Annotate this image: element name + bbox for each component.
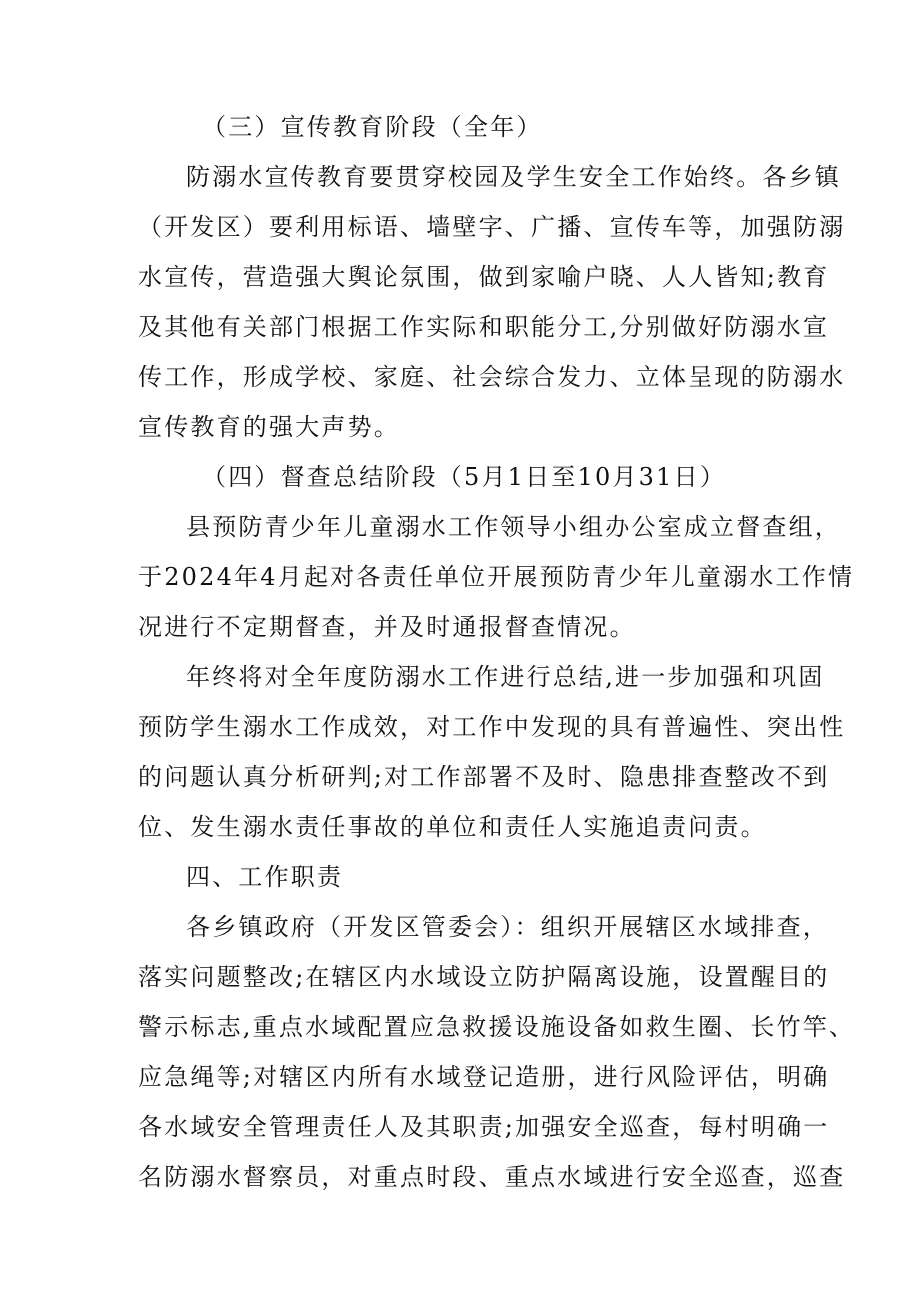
- section-heading-inspection: （四）督查总结阶段（5月1日至10月31日）: [202, 463, 727, 491]
- paragraph-line: 及其他有关部门根据工作实际和职能分工,分别做好防溺水宣: [138, 313, 830, 341]
- paragraph-line: 传工作，形成学校、家庭、社会综合发力、立体呈现的防溺水: [138, 363, 846, 391]
- paragraph-line: 警示标志,重点水域配置应急救援设施设备如救生圈、长竹竿、: [138, 1013, 856, 1041]
- paragraph-line: 县预防青少年儿童溺水工作领导小组办公室成立督查组，: [186, 513, 841, 541]
- paragraph-line: 况进行不定期督查，并及时通报督查情况。: [138, 613, 636, 641]
- paragraph-line: 防溺水宣传教育要贯穿校园及学生安全工作始终。各乡镇: [186, 163, 841, 191]
- paragraph-line: 各乡镇政府（开发区管委会）：组织开展辖区水域排查，: [186, 913, 829, 941]
- paragraph-line: 宣传教育的强大声势。: [138, 413, 400, 441]
- paragraph-line: 预防学生溺水工作成效，对工作中发现的具有普遍性、突出性: [138, 713, 846, 741]
- paragraph-line: （开发区）要利用标语、墙壁字、广播、宣传车等，加强防溺: [138, 213, 846, 241]
- paragraph-line: 的问题认真分析研判;对工作部署不及时、隐患排查整改不到: [138, 763, 830, 791]
- section-heading-propaganda: （三）宣传教育阶段（全年）: [202, 113, 543, 141]
- paragraph-line: 于2024年4月起对各责任单位开展预防青少年儿童溺水工作情: [138, 563, 855, 591]
- paragraph-line: 年终将对全年度防溺水工作进行总结,进一步加强和巩固: [186, 663, 825, 691]
- paragraph-line: 应急绳等;对辖区内所有水域登记造册，进行风险评估，明确: [138, 1063, 830, 1091]
- paragraph-line: 各水域安全管理责任人及其职责;加强安全巡查，每村明确一: [138, 1113, 830, 1141]
- paragraph-line: 位、发生溺水责任事故的单位和责任人实施追责问责。: [138, 813, 767, 841]
- paragraph-line: 落实问题整改;在辖区内水域设立防护隔离设施，设置醒目的: [138, 963, 830, 991]
- paragraph-line: 名防溺水督察员，对重点时段、重点水域进行安全巡查，巡查: [138, 1163, 846, 1191]
- paragraph-line: 水宣传，营造强大舆论氛围，做到家喻户晓、人人皆知;教育: [138, 263, 830, 291]
- part-heading-duties: 四、工作职责: [186, 863, 344, 891]
